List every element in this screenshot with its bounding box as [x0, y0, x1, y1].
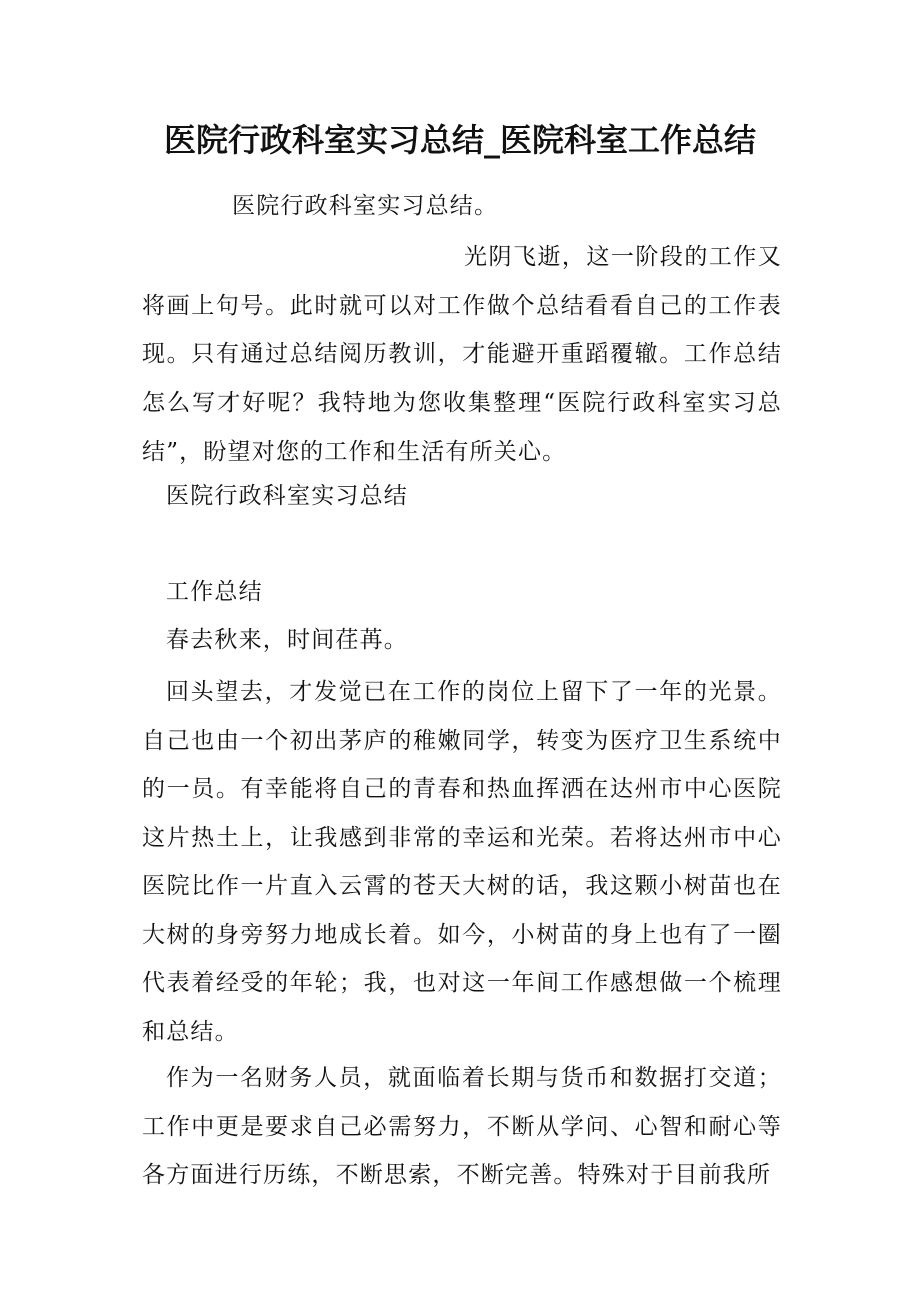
- subtitle: 医院行政科室实习总结。: [232, 193, 499, 219]
- intro-paragraph: 光阴飞逝，这一阶段的工作又将画上句号。此时就可以对工作做个总结看看自己的工作表现。只有通过总结阅历教训，才能避开重蹈覆辙。工作总结怎么写才好呢？我特地为您收集整理“医院行政科室实习总结”，盼望对您的工作和生活有所关心。: [142, 244, 782, 465]
- body-paragraph-2: 作为一名财务人员，就面临着长期与货币和数据打交道；工作中更是要求自己必需努力，不断从学问、心智和耐心等各方面进行历练，不断思索，不断完善。特殊对于目前我所: [142, 1065, 782, 1188]
- body-paragraph-1: 回头望去，才发觉已在工作的岗位上留下了一年的光景。自己也由一个初出茅庐的稚嫩同学，转变为医疗卫生系统中的一员。有幸能将自己的青春和热血挥洒在达州市中心医院这片热土上，让我感到非常的幸运和光荣。若将达州市中心医院比作一片直入云霄的苍天大树的话，我这颗小树苗也在大树的身旁努力地成长着。如今，小树苗的身上也有了一圈代表着经受的年轮；我，也对这一年间工作感想做一个梳理和总结。: [142, 679, 782, 1045]
- opening-line: 春去秋来，时间荏苒。: [166, 627, 408, 653]
- heading-repeat: 医院行政科室实习总结: [166, 483, 408, 509]
- section-heading: 工作总结: [166, 579, 263, 605]
- page-title: 医院行政科室实习总结_医院科室工作总结: [163, 121, 756, 159]
